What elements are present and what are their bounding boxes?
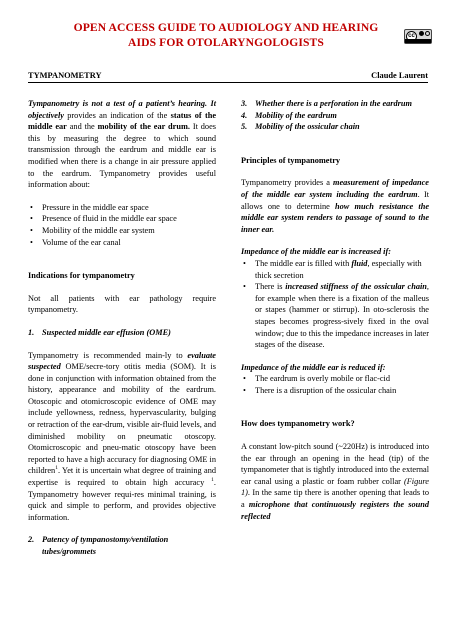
item-text: The middle ear is filled with bbox=[255, 258, 352, 268]
item-text: Mobility of the eardrum bbox=[255, 110, 337, 120]
principles-text-1: Tympanometry provides a bbox=[241, 178, 333, 188]
cc-logo-icon: cc bbox=[406, 31, 417, 42]
list-item: • Mobility of the middle ear system bbox=[28, 225, 216, 237]
item-number: 4. bbox=[241, 110, 248, 120]
item-emphasis: fluid bbox=[351, 258, 368, 268]
item-number: 5. bbox=[241, 122, 248, 132]
reduced-list bbox=[241, 373, 429, 396]
ome-text-4: . Tympanometry however requi-res minimal training, is quick and simple to perform, and provides objective information. bbox=[28, 478, 216, 522]
list-item bbox=[241, 121, 429, 133]
list-item: • Presence of fluid in the middle ear space bbox=[28, 213, 216, 225]
ome-paragraph bbox=[28, 350, 216, 524]
list-item: • Pressure in the middle ear space bbox=[28, 202, 216, 214]
noncommercial-icon bbox=[425, 31, 430, 36]
intro-objectively: It objectively bbox=[28, 99, 217, 120]
how-text-2: . In the same tip there is another opening that leads to a bbox=[241, 488, 429, 510]
how-emphasis: microphone that continuously registers the sound reflected bbox=[241, 500, 429, 521]
figure-link[interactable]: (Figure 1) bbox=[241, 476, 429, 498]
increased-list bbox=[241, 258, 429, 351]
section-label: TYMPANOMETRY bbox=[28, 71, 102, 80]
list-item bbox=[241, 98, 429, 110]
subsection-title: Patency of tympanostomy/ventilation tubes/grommets bbox=[42, 535, 169, 556]
principles-emphasis-2: how much resistance the middle ear system renders to passage of sound to the inner ear. bbox=[241, 201, 429, 234]
license-strip bbox=[405, 39, 431, 43]
how-heading: How does tympanometry work? bbox=[241, 419, 355, 429]
list-item: • There is a disruption of the ossicular chain bbox=[241, 385, 429, 397]
ome-text-2: OME/secre-tory otitis media (SOM). It is done in conjunction with information obtained from the history, appearance and mobility of the eardrum. Otoscopic and otomicroscopic evidence of OME may include yellowness, redness, hypervascularity, bulging or retraction of the ear-drum, visible air-fluid levels, and diminished mobility on pneumatic otoscopy. Otomicroscopic and pneu-matic otoscopy have been reported to have a high accuracy for diagnosing OME in children bbox=[28, 362, 216, 476]
list-item: • The eardrum is overly mobile or flac-cid bbox=[241, 373, 429, 385]
item-emphasis: increased stiffness of the ossicular chain bbox=[285, 282, 427, 292]
principles-heading: Principles of tympanometry bbox=[241, 155, 341, 165]
list-item bbox=[241, 110, 429, 122]
item-text: Mobility of the ossicular chain bbox=[255, 122, 360, 132]
header-divider bbox=[28, 82, 428, 83]
indications-continued-list bbox=[241, 98, 429, 133]
list-item: • Volume of the ear canal bbox=[28, 237, 216, 249]
by-attribution-icon bbox=[419, 31, 424, 36]
list-item bbox=[241, 258, 429, 281]
subsection-patency bbox=[28, 534, 216, 557]
subsection-ome bbox=[28, 327, 216, 339]
intro-text-1: provides an indication of the bbox=[63, 110, 171, 120]
list-item bbox=[241, 281, 429, 351]
title-line-1: OPEN ACCESS GUIDE TO AUDIOLOGY AND HEARING bbox=[73, 21, 379, 34]
how-text-1: A constant low-pitch sound (~220Hz) is introduced into the ear through an opening in the head (tip) of the tympanometer that is tightly introduced into the external ear canal using a plastic or foam rubber collar bbox=[241, 442, 429, 486]
intro-lead: Tympanometry is not a test of a patient’s hearing. bbox=[28, 99, 208, 108]
increased-heading: Impedance of the middle ear is increased if: bbox=[241, 247, 392, 257]
intro-status: status of the middle ear bbox=[28, 110, 217, 132]
intro-text-3: It does this by measuring the degree to which sound transmission through the eardrum and middle ear is modified when there is a change in air pressure applied to the eardrum. Tympanometry provides useful information about: bbox=[28, 122, 216, 190]
reduced-heading: Impedance of the middle ear is reduced if: bbox=[241, 362, 386, 372]
ome-text-1: Tympanometry is recommended main-ly to bbox=[28, 350, 188, 360]
reference-link[interactable]: 1 bbox=[55, 465, 58, 472]
indications-text: Not all patients with ear pathology require tympanometry. bbox=[28, 293, 216, 315]
reference-link[interactable]: 1 bbox=[211, 477, 214, 484]
subsection-title: Suspected middle ear effusion (OME) bbox=[42, 327, 171, 337]
how-paragraph bbox=[241, 441, 429, 522]
subsection-number: 2. bbox=[28, 535, 35, 545]
item-text: There is bbox=[255, 282, 286, 292]
intro-mobility: mobility of the ear drum. bbox=[97, 122, 190, 132]
intro-list bbox=[28, 202, 216, 248]
item-text: Whether there is a perforation in the eardrum bbox=[255, 99, 412, 108]
item-number: 3. bbox=[241, 99, 248, 108]
ome-text-3: . Yet it is uncertain what degree of training and expertise is required to obtain high accuracy bbox=[28, 466, 216, 488]
principles-text-2: . It allows one to determine bbox=[241, 189, 430, 211]
indications-heading: Indications for tympanometry bbox=[28, 271, 135, 281]
right-column bbox=[241, 98, 429, 533]
left-column bbox=[28, 98, 216, 569]
title-line-2: AIDS FOR OTOLARYNGOLOGISTS bbox=[128, 36, 324, 49]
author-name: Claude Laurent bbox=[371, 71, 428, 80]
page-title bbox=[0, 20, 452, 50]
ome-evaluate: evaluate suspected bbox=[28, 350, 216, 372]
creative-commons-license-icon[interactable] bbox=[404, 29, 432, 44]
subsection-number: 1. bbox=[28, 327, 35, 337]
principles-paragraph bbox=[241, 177, 429, 235]
intro-paragraph bbox=[28, 98, 216, 191]
principles-emphasis-1: measurement of impedance of the middle ear system including the eardrum bbox=[241, 178, 429, 199]
intro-text-2: and the bbox=[66, 122, 98, 132]
item-text: , for example when there is a fixation of the malleus or stapes (hammer or stirrup). In oto-sclerosis the stapes becomes progress-sively fixed in the oval window; due to this the impedance increases in later stages of the disease. bbox=[255, 282, 429, 350]
item-text: , especially with thick secretion bbox=[255, 258, 422, 280]
